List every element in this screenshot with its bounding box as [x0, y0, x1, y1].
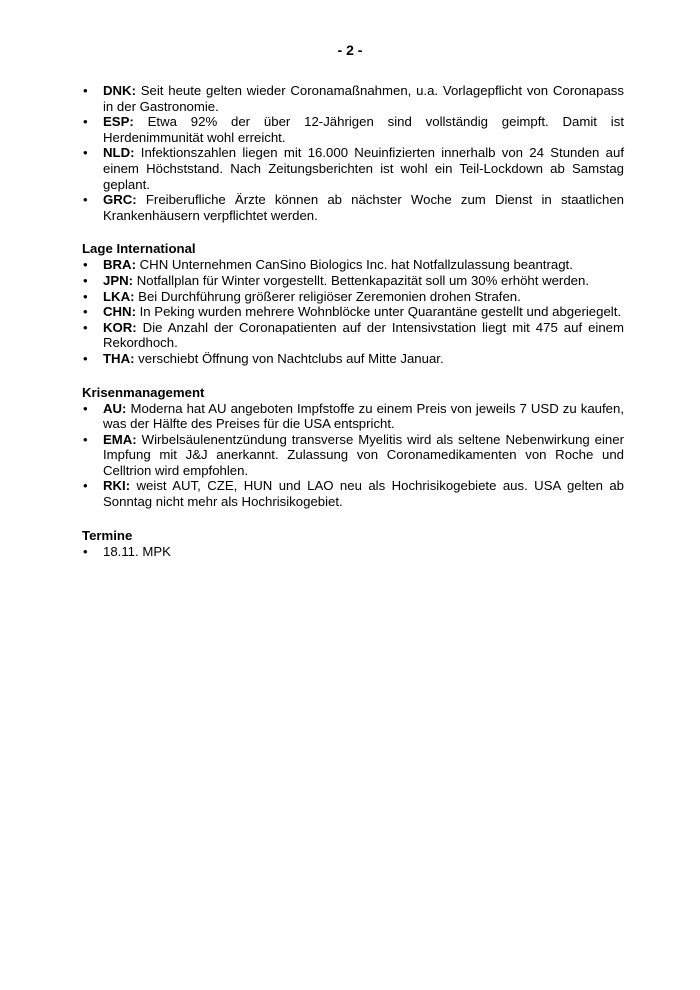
bullet-icon: • [83, 431, 88, 447]
section-heading-termine: Termine [82, 527, 133, 543]
bullet-list-europe [82, 83, 624, 223]
country-code: ESP: [103, 114, 134, 130]
list-item [82, 478, 624, 509]
bullet-icon: • [83, 192, 88, 208]
section-heading-lage-international: Lage International [82, 241, 196, 257]
list-item [82, 273, 624, 289]
list-item [82, 192, 624, 223]
list-item [82, 304, 624, 320]
org-code: AU: [103, 400, 127, 416]
bullet-icon: • [83, 478, 88, 494]
document-body [82, 83, 624, 559]
bullet-icon: • [83, 543, 88, 559]
country-code: KOR: [103, 319, 137, 335]
country-code: JPN: [103, 272, 134, 288]
item-text: Bei Durchführung größerer religiöser Zeremonien drohen Strafen. [138, 288, 521, 304]
bullet-icon: • [83, 400, 88, 416]
org-code: EMA: [103, 431, 137, 447]
bullet-icon: • [83, 145, 88, 161]
item-text: Seit heute gelten wieder Coronamaßnahmen, u.a. Vorlagepflicht von Coronapass in der Gastronomie. [103, 83, 624, 114]
item-text: Die Anzahl der Coronapatienten auf der Intensivstation liegt mit 475 auf einem Rekordhoch. [103, 319, 624, 351]
country-code: DNK: [103, 83, 136, 98]
bullet-icon: • [83, 304, 88, 320]
list-item [82, 320, 624, 351]
list-item [82, 289, 624, 305]
item-text: Notfallplan für Winter vorgestellt. Bettenkapazität soll um 30% erhöht werden. [136, 272, 589, 288]
item-text: Moderna hat AU angeboten Impfstoffe zu einem Preis von jeweils 7 USD zu kaufen, was der Hälfte des Preises für die USA entspricht. [103, 400, 624, 432]
list-item [82, 401, 624, 432]
country-code: BRA: [103, 257, 136, 273]
list-item [82, 257, 624, 273]
org-code: RKI: [103, 478, 131, 494]
country-code: CHN: [103, 304, 136, 320]
country-code: NLD: [103, 145, 135, 161]
bullet-icon: • [83, 288, 88, 304]
item-text: Etwa 92% der über 12-Jährigen sind vollständig geimpft. Damit ist Herdenimmunität wohl erreicht. [103, 114, 624, 145]
section-heading-krisenmanagement: Krisenmanagement [82, 384, 205, 400]
list-item [82, 145, 624, 192]
item-text: Freiberufliche Ärzte können ab nächster Woche zum Dienst in staatlichen Krankenhäusern verpflichtet werden. [103, 192, 624, 223]
list-item [82, 83, 624, 114]
item-text: Infektionszahlen liegen mit 16.000 Neuinfizierten innerhalb von 24 Stunden auf einem Höchststand. Nach Zeitungsberichten ist wohl ein Teil-Lockdown ab Samstag geplant. [103, 145, 624, 192]
item-text: CHN Unternehmen CanSino Biologics Inc. hat Notfallzulassung beantragt. [139, 257, 573, 273]
country-code: LKA: [103, 288, 135, 304]
list-item [82, 351, 624, 367]
bullet-list-krisenmanagement [82, 401, 624, 510]
list-item [82, 114, 624, 145]
country-code: GRC: [103, 192, 137, 208]
bullet-icon: • [83, 257, 88, 273]
bullet-icon: • [83, 319, 88, 335]
country-code: THA: [103, 350, 135, 366]
item-text: Wirbelsäulenentzündung transverse Myelitis wird als seltene Nebenwirkung einer Impfung mit J&J anerkannt. Zulassung von Coronamedikamenten von Roche und Celltrion wird empfohlen. [103, 431, 624, 478]
item-text: In Peking wurden mehrere Wohnblöcke unter Quarantäne gestellt und abgeriegelt. [139, 304, 622, 320]
list-item [82, 432, 624, 479]
item-text: 18.11. MPK [103, 543, 171, 559]
item-text: weist AUT, CZE, HUN und LAO neu als Hochrisikogebiete aus. USA gelten ab Sonntag nicht mehr als Hochrisikogebiet. [103, 478, 624, 510]
page-number: - 2 - [337, 42, 363, 58]
list-item [82, 544, 624, 560]
bullet-icon: • [83, 114, 88, 130]
bullet-list-international [82, 257, 624, 366]
item-text: verschiebt Öffnung von Nachtclubs auf Mitte Januar. [138, 350, 444, 366]
bullet-icon: • [83, 350, 88, 366]
bullet-icon: • [83, 83, 88, 98]
bullet-list-termine [82, 544, 624, 560]
bullet-icon: • [83, 272, 88, 288]
